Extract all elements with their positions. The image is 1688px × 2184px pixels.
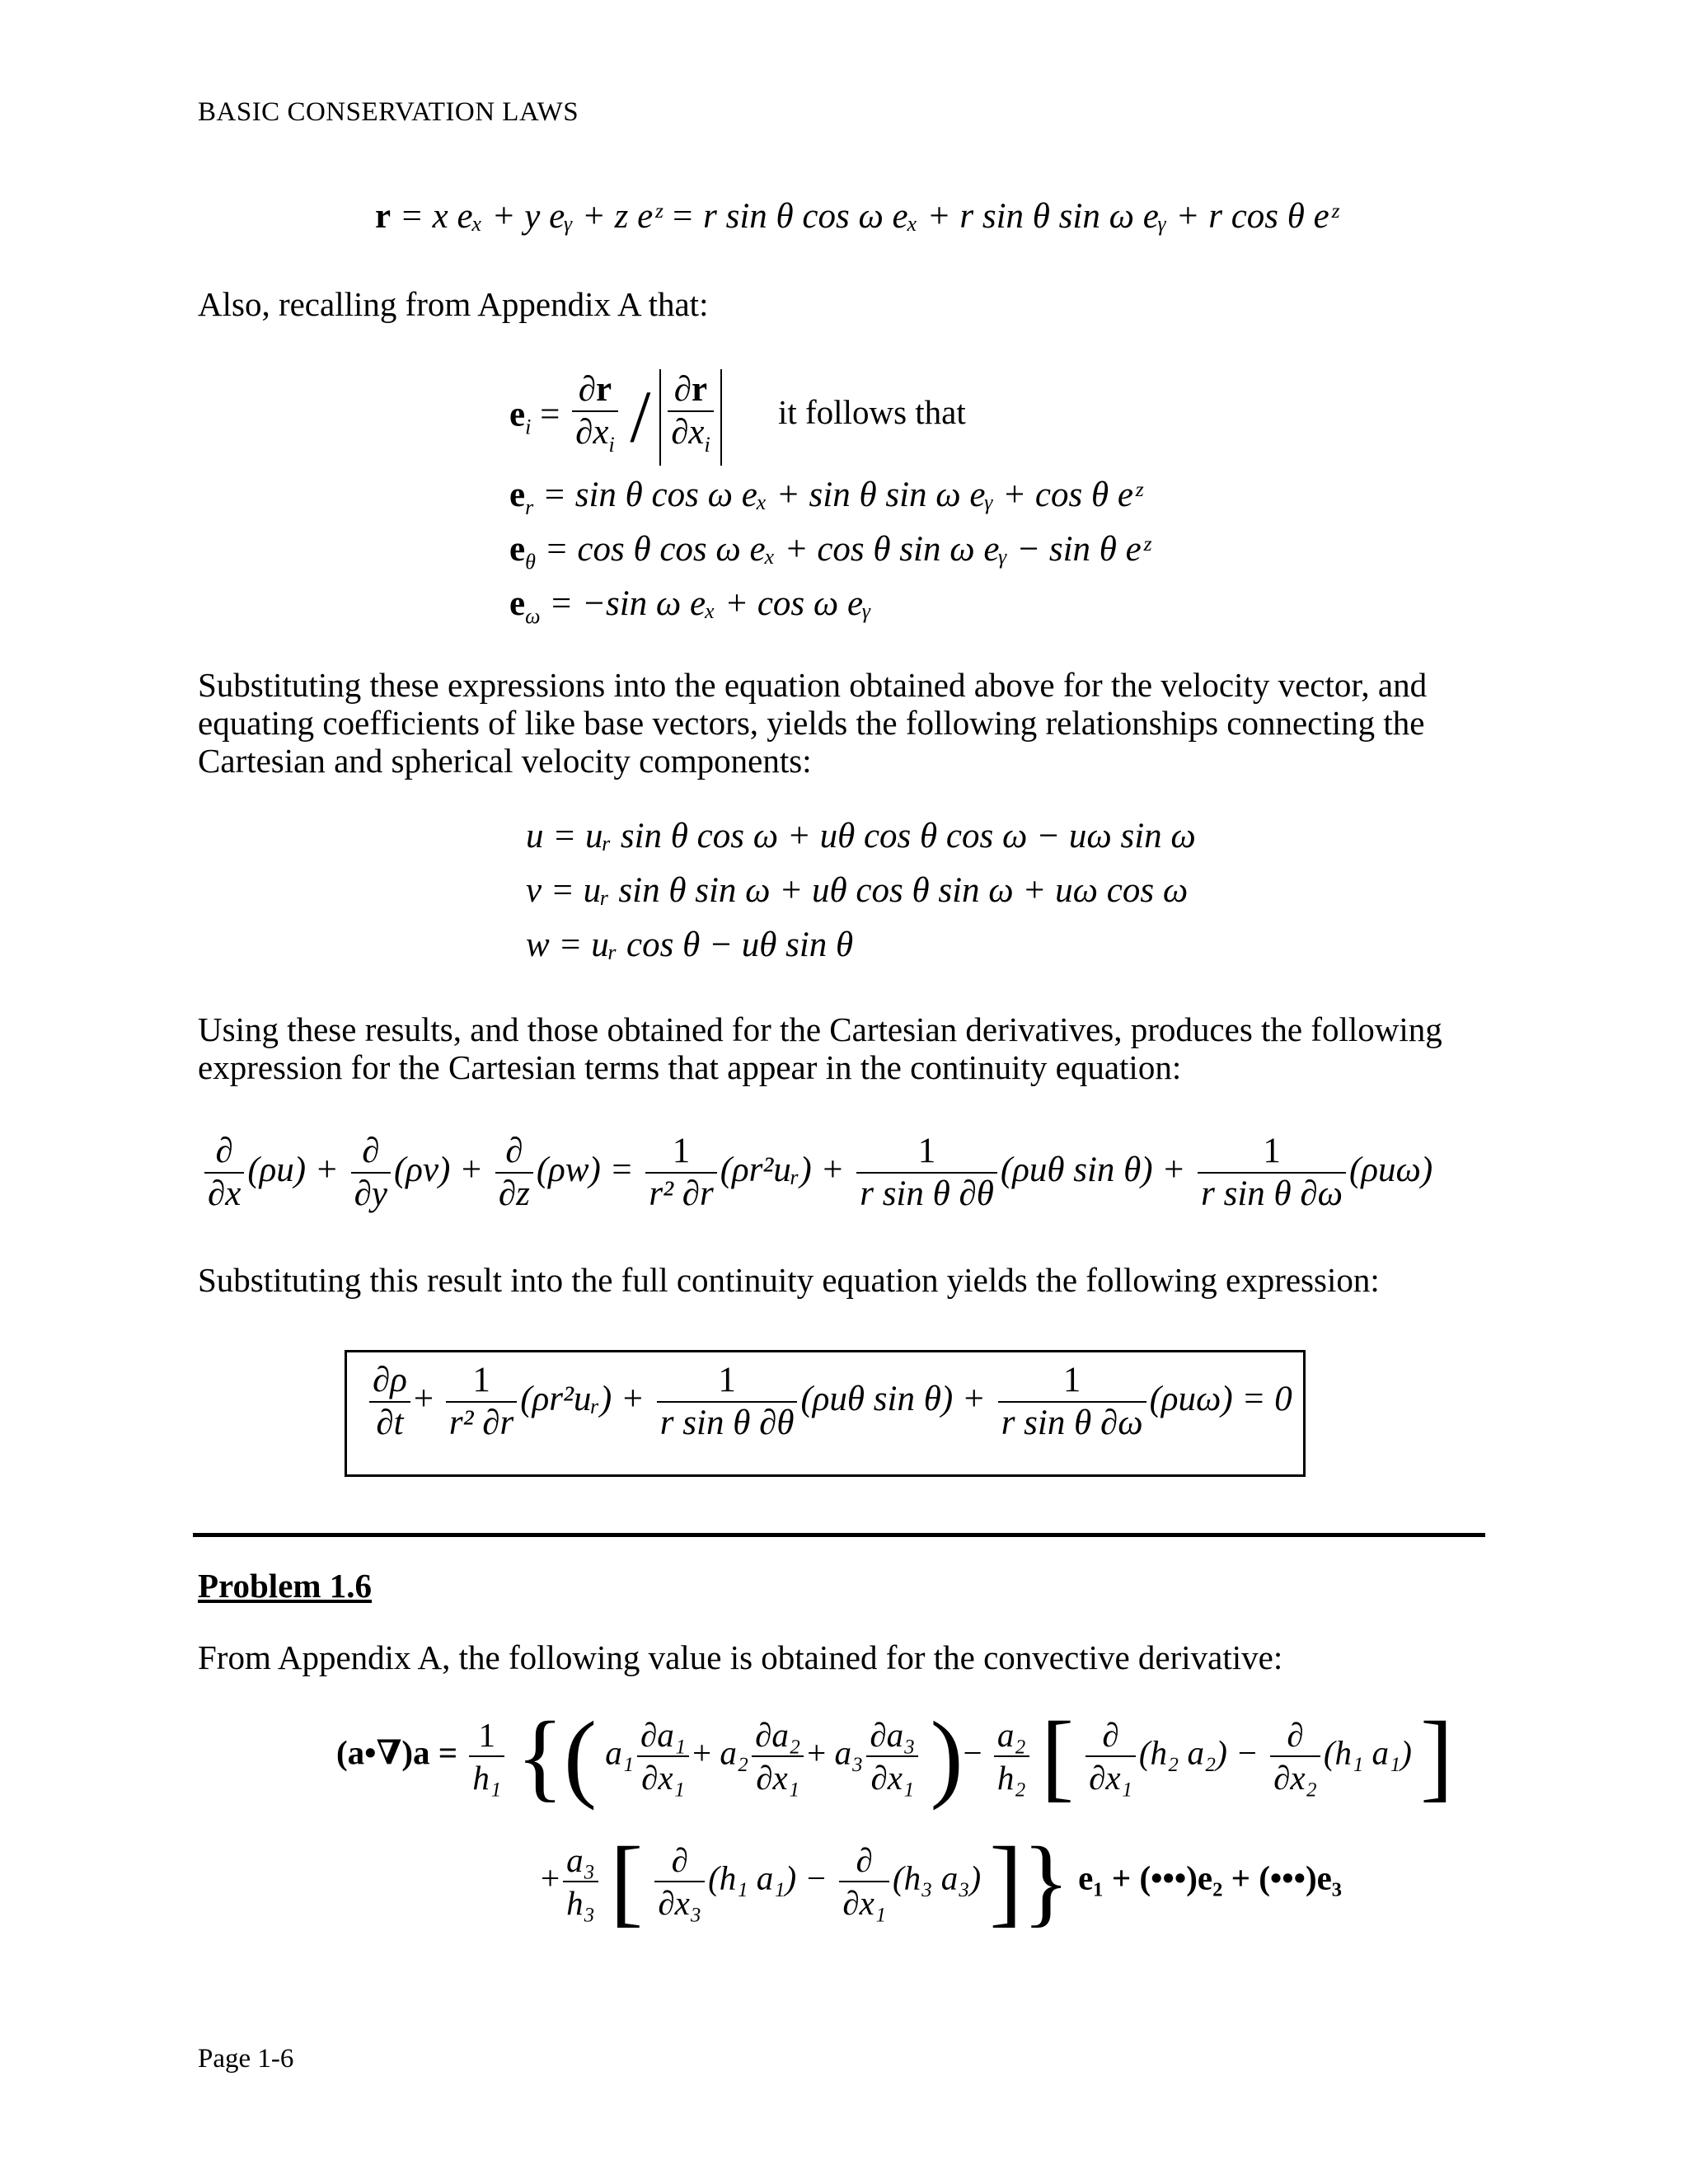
page-number: Page 1-6 — [198, 2044, 294, 2074]
text-using-results: Using these results, and those obtained for the Cartesian derivatives, produces the following expression for the Cartesian terms that appear in the continuity equation: — [198, 1010, 1442, 1086]
text-substituting-result: Substituting this result into the full continuity equation yields the following expression: — [198, 1261, 1380, 1299]
abs-partial-r: $\frac{\partial r}{\partial x_i}$ — [659, 369, 722, 466]
v-equation: v = uᵣ sin θ sin ω + uθ cos θ sin ω + uω cos ω — [526, 871, 1189, 910]
cartesian-terms-equation: $\frac{\partial}{\partial x}$ (ρu) + $\frac{\partial}{\partial y}$ (ρv) + $\frac{\partial}{\partial z}$ (ρw) = $\frac{1}{\text{r² ∂r}}$ (ρr²uᵣ) + $\frac{1}{\text{r sin θ ∂θ}}$ (ρuθ sin θ) + $\frac{1}{\text{r sin θ ∂ω}}$ (ρuω) — [201, 1131, 1432, 1215]
problem-title: Problem 1.6 — [198, 1567, 373, 1605]
convective-derivative-line2: + $\frac{\text{a₃}}{\text{h₃}}$ [ $\frac{\partial}{\text{∂x₃}}$ (h₁ a₁) − $\frac{\partial}{\text{∂x₁}}$ (h₃ a₃) ]} e₁ + (•••)e₂ + (•••)e₃ — [541, 1826, 1343, 1936]
e-theta-equation: $e_\theta = \cos \theta$ cos ω eₓ + cos θ sin ω eᵧ − sin θ eᶻ — [509, 530, 1151, 574]
text-substituting-expressions: Substituting these expressions into the equation obtained above for the velocity vector, and equating coefficients of like base vectors, yields the following relationships connecting the Cartesian and spherical velocity components: — [198, 666, 1428, 780]
text-it-follows: it follows that — [778, 393, 966, 431]
convective-derivative-line1: (a•∇)a = $\frac{1}{\text{h₁}}$ {( a₁ $\frac{\text{∂a₁}}{\text{∂x₁}}$ + a₂ $\frac{\text{∂a₂}}{\text{∂x₁}}$ + a₃ $\frac{\text{∂a₃}}{\text{∂x₁}}$ )− $\frac{\text{a₂}}{\text{h₂}}$ [ $\frac{\partial}{\text{∂x₁}}$ (h₂ a₂) − $\frac{\partial}{\text{∂x₂}}$ (h₁ a₁) ] — [336, 1701, 1454, 1811]
u-equation: u = uᵣ sin θ cos ω + uθ cos θ cos ω − uω sin ω — [526, 817, 1196, 855]
e-r-equation: $e_r = \sin \theta$ cos ω eₓ + sin θ sin ω eᵧ + cos θ eᶻ — [509, 476, 1142, 519]
slash-divider: / — [630, 376, 651, 458]
w-equation: w = uᵣ cos θ − uθ sin θ — [526, 926, 854, 964]
section-divider — [193, 1533, 1485, 1537]
position-vector-equation: r = x eₓ + y eᵧ + z eᶻ = r sin θ cos ω eₓ + r sin θ sin ω eᵧ + r cos θ eᶻ — [375, 197, 1339, 236]
continuity-equation: $\frac{\partial\rho}{\partial t}$ + $\frac{1}{\text{r² ∂r}}$ (ρr²uᵣ) + $\frac{1}{\text{r sin θ ∂θ}}$ (ρuθ sin θ) + $\frac{1}{\text{r sin θ ∂ω}}$ (ρuω) = 0 — [366, 1360, 1292, 1444]
running-header: BASIC CONSERVATION LAWS — [198, 97, 579, 127]
e-omega-equation: $e_\omega = -\sin$ ω eₓ + cos ω eᵧ — [509, 584, 872, 628]
text-appendix-convective: From Appendix A, the following value is obtained for the convective derivative: — [198, 1638, 1283, 1676]
unit-vector-definition: $e_i$ = $\frac{\partial r}{\partial x_i}$ / $\frac{\partial r}{\partial x_i}$ — [509, 369, 722, 466]
partial-r-fraction: $\frac{\partial r}{\partial x_i}$ — [572, 369, 618, 466]
text-appendix-recall: Also, recalling from Appendix A that: — [198, 285, 709, 323]
